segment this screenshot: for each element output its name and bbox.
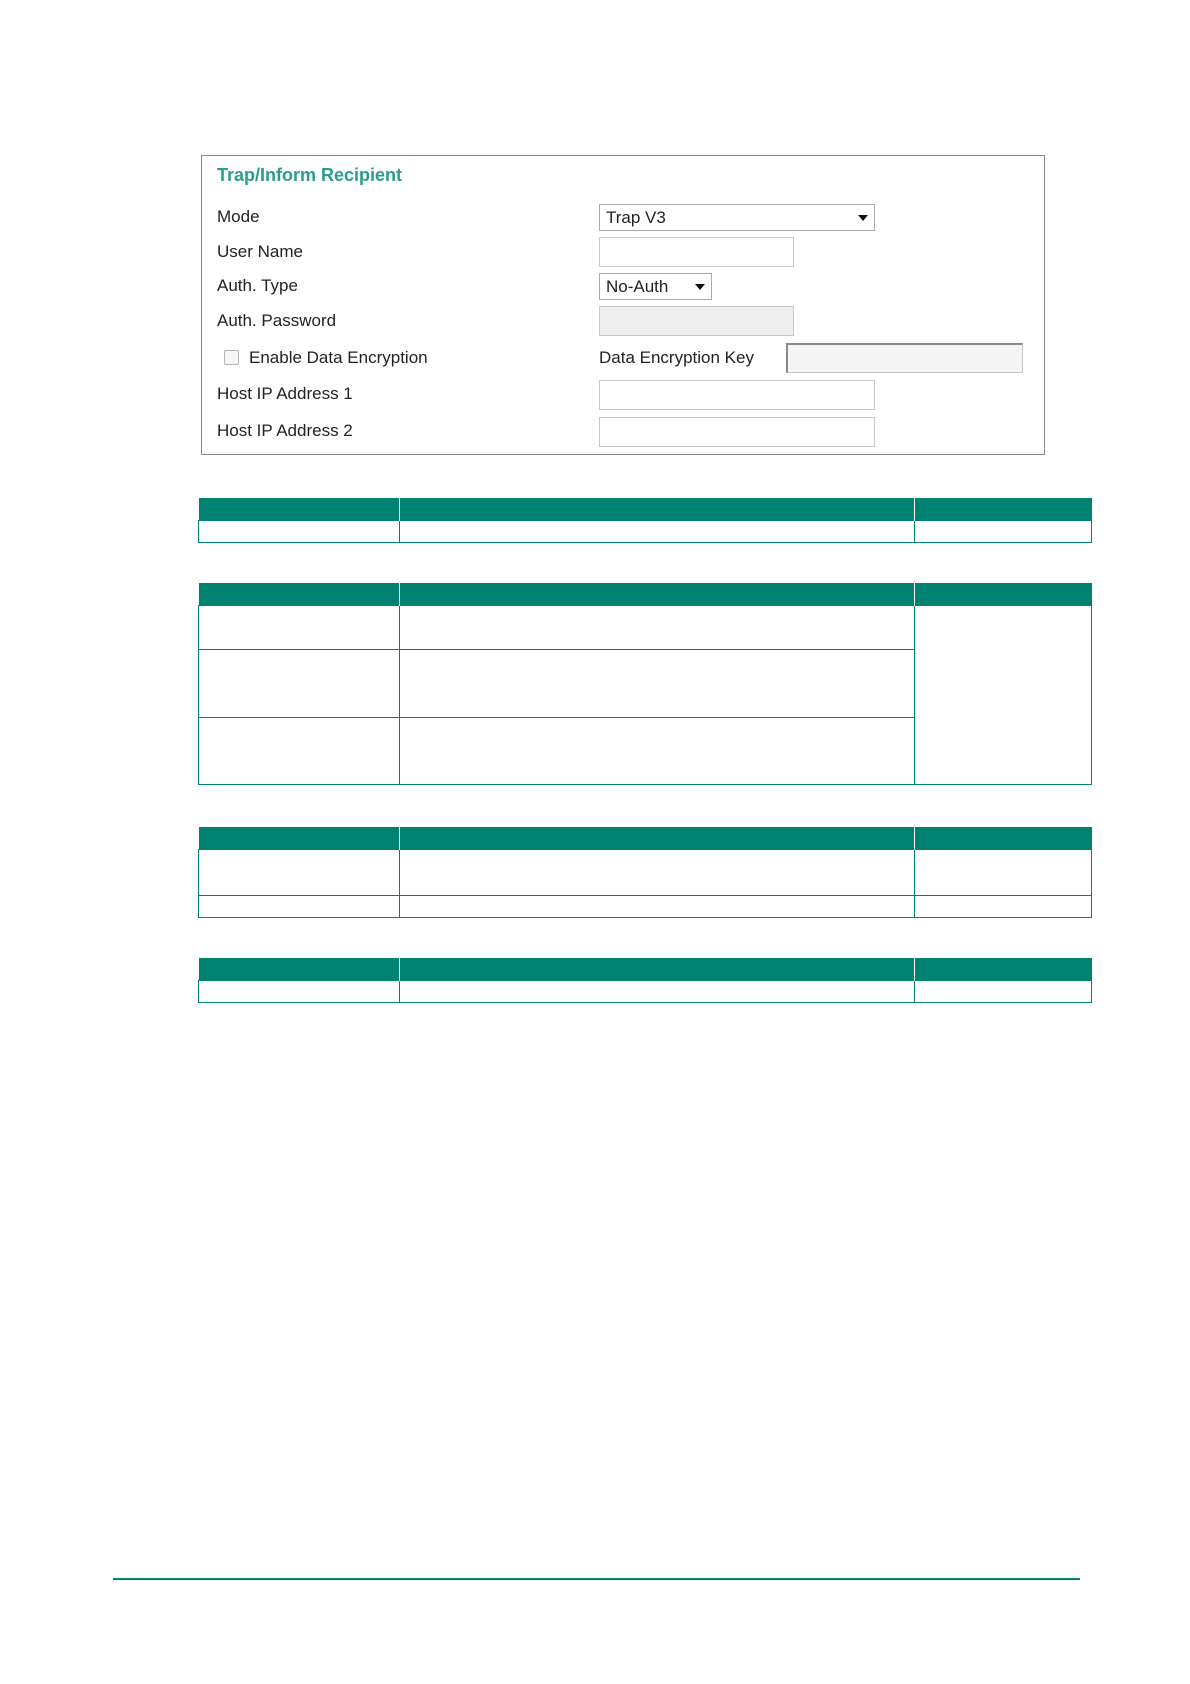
table-row (199, 981, 1092, 1003)
mode-selected-value: Trap V3 (606, 208, 666, 227)
chevron-down-icon (858, 215, 868, 221)
data-encryption-key-label: Data Encryption Key (599, 348, 754, 367)
enable-data-encryption-label: Enable Data Encryption (249, 348, 428, 367)
data-encryption-key-input[interactable] (786, 343, 1023, 373)
user-name-label: User Name (217, 242, 303, 261)
table-header-cell (400, 827, 915, 850)
table-header-cell (199, 583, 400, 606)
table-header-cell (400, 958, 915, 981)
table-header-cell (915, 827, 1092, 850)
table-header-cell (199, 827, 400, 850)
auth-password-label: Auth. Password (217, 311, 337, 330)
table-row (199, 606, 1092, 650)
table-row (199, 896, 1092, 918)
table-header-cell (915, 498, 1092, 521)
chevron-down-icon (695, 284, 705, 290)
host-ip-address-1-input[interactable] (599, 380, 875, 410)
table-row (199, 521, 1092, 543)
user-name-input[interactable] (599, 237, 794, 267)
table-header-cell (400, 583, 915, 606)
auth-type-label: Auth. Type (217, 276, 298, 295)
host-ip-address-1-label: Host IP Address 1 (217, 384, 353, 403)
panel-title: Trap/Inform Recipient (217, 165, 403, 185)
table-header-cell (915, 958, 1092, 981)
auth-type-select[interactable] (599, 273, 712, 300)
mode-select[interactable] (599, 204, 875, 231)
mode-label: Mode (217, 207, 260, 226)
table-header-cell (400, 498, 915, 521)
enable-data-encryption-checkbox[interactable] (224, 350, 239, 365)
spec-table-2 (198, 583, 1092, 785)
host-ip-address-2-input[interactable] (599, 417, 875, 447)
table-row (199, 850, 1092, 896)
spec-table-4 (198, 958, 1092, 1003)
table-header-cell (199, 958, 400, 981)
footer-divider (113, 1578, 1080, 1580)
table-header-cell (199, 498, 400, 521)
trap-inform-recipient-panel (201, 155, 1045, 455)
table-header-cell (915, 583, 1092, 606)
auth-password-input[interactable] (599, 306, 794, 336)
auth-type-selected-value: No-Auth (606, 277, 669, 296)
spec-table-1 (198, 498, 1092, 543)
spec-table-3 (198, 827, 1092, 918)
host-ip-address-2-label: Host IP Address 2 (217, 421, 353, 440)
